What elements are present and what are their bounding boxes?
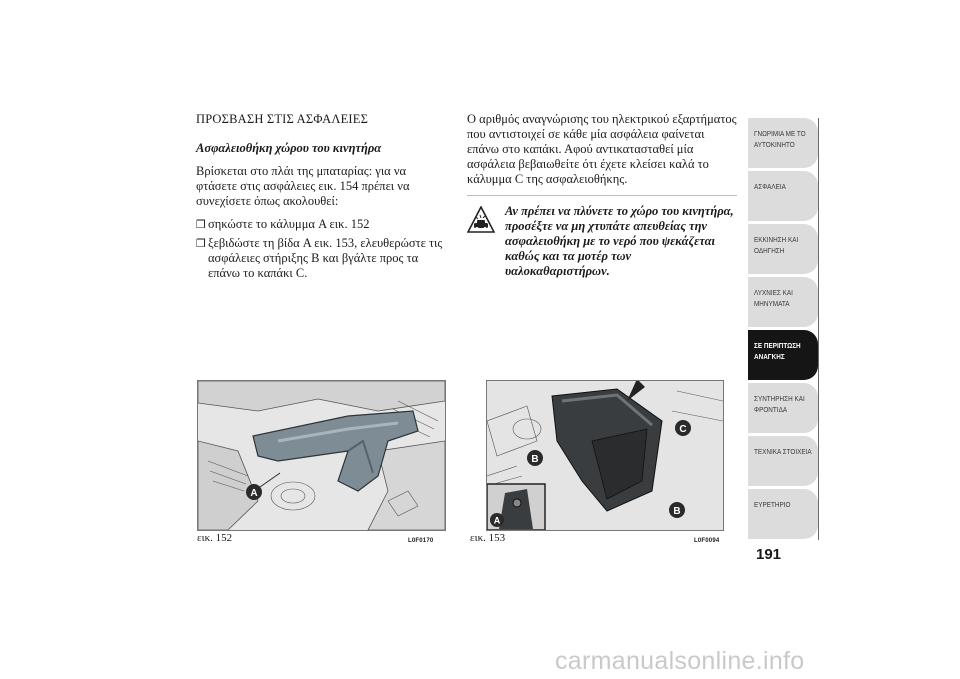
checkbox-bullet-icon: ❒	[196, 218, 206, 231]
intro-paragraph: Βρίσκεται στο πλάι της μπαταρίας: για να φτάσετε στις ασφάλειες εικ. 154 πρέπει να συνεχίσετε όπως ακολουθεί:	[196, 164, 410, 208]
label-c: C	[679, 424, 687, 435]
step-list	[196, 217, 444, 281]
warning-first-line: Αν πρέπει να πλύνετε το χώρο του κινητήρα,	[505, 204, 734, 218]
info-paragraph: Ο αριθμός αναγνώρισης του ηλεκτρικού εξαρτήματος που αντιστοιχεί σε κάθε μία ασφάλεια φαίνεται επάνω στο καπάκι. Αφού αντικατασταθεί μία ασφάλεια βεβαιωθείτε ότι έχετε κλείσει καλά το κάλυμμα C της ασφαλειοθήκης.	[467, 112, 737, 186]
tab-getting-to-know[interactable]: ΓΝΩΡΙΜΙΑ ΜΕ ΤΟ ΑΥΤΟΚΙΝΗΤΟ	[748, 118, 818, 168]
tab-lights-messages[interactable]: ΛΥΧΝΙΕΣ ΚΑΙ ΜΗΝΥΜΑΤΑ	[748, 277, 818, 327]
watermark: carmanualsonline.info	[555, 647, 805, 675]
figure-152	[197, 380, 446, 531]
figure-code: L0F0170	[408, 538, 434, 544]
engine-cover-illustration	[198, 381, 445, 530]
left-column	[196, 112, 444, 285]
tab-index[interactable]: ΕΥΡΕΤΗΡΙΟ	[748, 489, 818, 539]
label-b: B	[531, 454, 539, 465]
warning-text: προσέξτε να μη χτυπάτε απευθείας την ασφαλειοθήκη με το νερό που ψεκάζεται καθώς και τα μοτέρ των υαλοκαθαριστήρων.	[505, 219, 715, 278]
tab-technical-data[interactable]: ΤΕΧΝΙΚΑ ΣΤΟΙΧΕΙΑ	[748, 436, 818, 486]
step-text: σηκώστε το κάλυμμα A εικ. 152	[208, 217, 370, 231]
tab-safety[interactable]: ΑΣΦΑΛΕΙΑ	[748, 171, 818, 221]
subsection-title: Ασφαλειοθήκη χώρου του κινητήρα	[196, 141, 382, 155]
figure-caption: εικ. 153	[470, 532, 506, 544]
figure-153	[486, 380, 724, 531]
figure-caption: εικ. 152	[197, 532, 233, 544]
checkbox-bullet-icon: ❒	[196, 237, 206, 250]
step-item	[196, 217, 444, 232]
label-b: B	[673, 506, 681, 517]
section-title: ΠΡΟΣΒΑΣΗ ΣΤΙΣ ΑΣΦΑΛΕΙΕΣ	[196, 112, 369, 126]
label-a: A	[493, 515, 501, 526]
chapter-tabs	[748, 118, 818, 542]
tab-emergency[interactable]: ΣΕ ΠΕΡΙΠΤΩΣΗ ΑΝΑΓΚΗΣ	[748, 330, 818, 380]
figure-code: L0F0094	[694, 538, 720, 544]
step-text: ξεβιδώστε τη βίδα A εικ. 153, ελευθερώστε τις ασφάλειες στήριξης B και βγάλτε προς τα επάνω το καπάκι C.	[208, 236, 443, 280]
fuse-box-illustration	[487, 381, 723, 530]
tab-divider	[818, 118, 819, 540]
page-number: 191	[756, 546, 782, 563]
right-column	[467, 112, 737, 279]
warning-block	[467, 204, 737, 279]
tab-starting-driving[interactable]: ΕΚΚΙΝΗΣΗ ΚΑΙ ΟΔΗΓΗΣΗ	[748, 224, 818, 274]
step-item	[196, 236, 444, 281]
label-a: A	[250, 488, 258, 499]
tab-maintenance[interactable]: ΣΥΝΤΗΡΗΣΗ ΚΑΙ ΦΡΟΝΤΙΔΑ	[748, 383, 818, 433]
car-wash-warning-icon	[467, 206, 495, 234]
divider	[467, 195, 737, 196]
